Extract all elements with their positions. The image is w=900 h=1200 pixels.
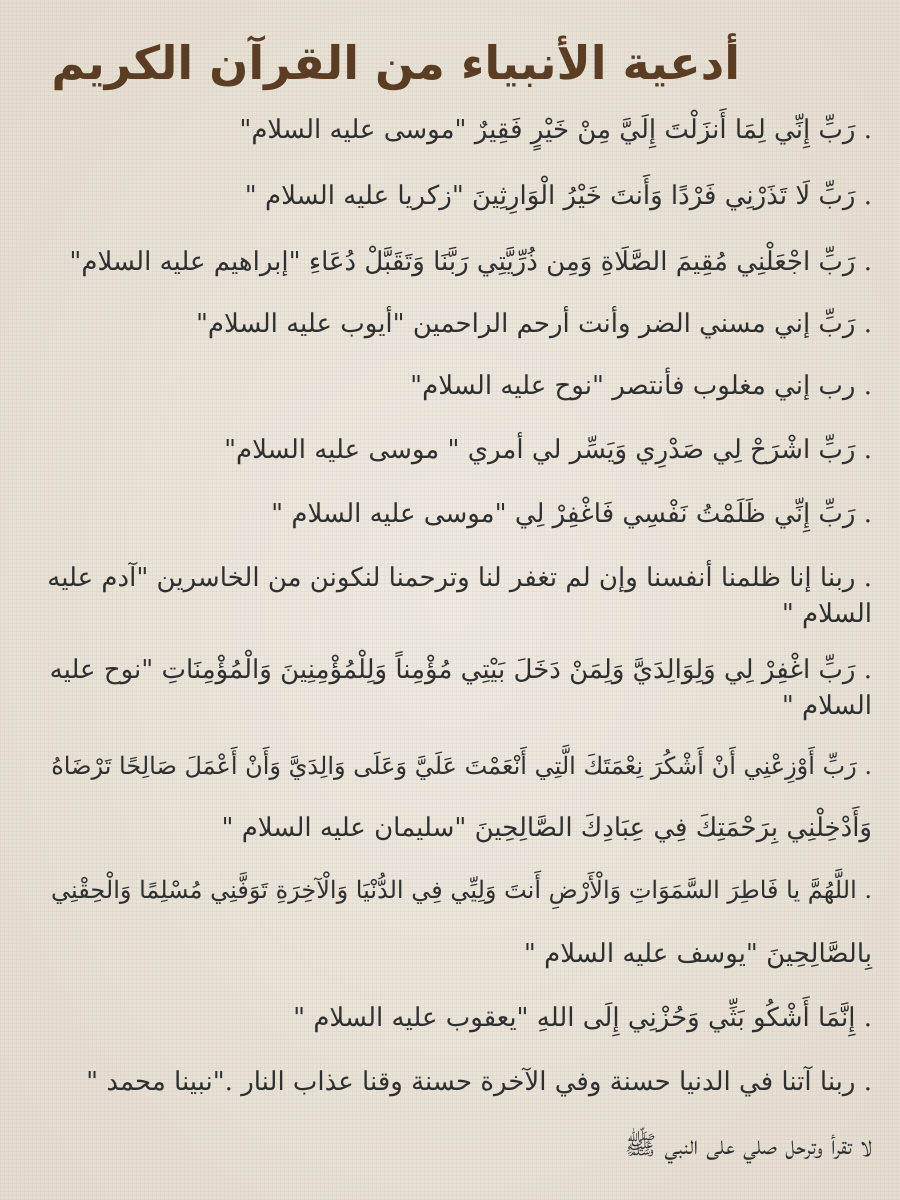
closing-line: لا تقرأ وترحل صلي على النبي ﷺ — [624, 1131, 872, 1161]
dua-line-moses-1: . رَبِّ إِنِّي لِمَا أَنزَلْتَ إِلَيَّ مِنْ خَيْرٍ فَقِيرٌ "موسى عليه السلام" — [239, 115, 872, 145]
dua-line-sulaiman-1: . رَبِّ أَوْزِعْنِي أَنْ أَشْكُرَ نِعْمَتَكَ الَّتِي أَنْعَمْتَ عَلَيَّ وَعَلَى وَالِدَيَّ وَأَنْ أَعْمَلَ صَالِحًا تَرْضَاهُ — [51, 752, 872, 780]
dua-line-yusuf-1: . اللَّهُمَّ يا فَاطِرَ السَّمَوَاتِ وَالْأَرْضِ أَنتَ وَلِيِّي فِي الدُّنْيَا وَالْآخِرَةِ تَوَفَّنِي مُسْلِمًا وَالْحِقْنِي — [51, 876, 872, 904]
dua-line-moses-3: . رَبِّ إِنِّي ظَلَمْتُ نَفْسِي فَاغْفِرْ لِي "موسى عليه السلام " — [271, 499, 872, 529]
dua-line-ibrahim: . رَبِّ اجْعَلْنِي مُقِيمَ الصَّلَاةِ وَمِن ذُرِّيَّتِي رَبَّنَا وَتَقَبَّلْ دُعَاءِ "إبراهيم عليه السلام" — [69, 247, 872, 277]
dua-line-yusuf-2: بِالصَّالِحِينَ "يوسف عليه السلام " — [523, 939, 872, 969]
dua-line-moses-2: . رَبِّ اشْرَحْ لِي صَدْرِي وَيَسِّر لي أمري " موسى عليه السلام" — [224, 435, 872, 465]
dua-line-nuh-1: . رب إني مغلوب فأنتصر "نوح عليه السلام" — [410, 371, 872, 401]
dua-line-nuh-2: . رَبِّ اغْفِرْ لِي وَلِوَالِدَيَّ وَلِمَنْ دَخَلَ بَيْتِي مُؤْمِناً وَلِلْمُؤْمِنِينَ وَالْمُؤْمِنَاتِ "نوح عليه السلام " — [49, 655, 872, 721]
dua-line-muhammad: . ربنا آتنا في الدنيا حسنة وفي الآخرة حسنة وقنا عذاب النار ."نبينا محمد " — [86, 1067, 872, 1097]
dua-line-sulaiman-2: وَأَدْخِلْنِي بِرَحْمَتِكَ فِي عِبَادِكَ الصَّالِحِينَ "سليمان عليه السلام " — [221, 813, 872, 843]
dua-line-ayyub: . رَبِّ إني مسني الضر وأنت أرحم الراحمين "أيوب عليه السلام" — [195, 309, 872, 339]
dua-line-zakariya: . رَبِّ لَا تَذَرْنِي فَرْدًا وَأَنتَ خَيْرُ الْوَارِثِينَ "زكريا عليه السلام " — [244, 181, 872, 211]
dua-line-yaqub: . إِنَّمَا أَشْكُو بَثِّي وَحُزْنِي إِلَى اللهِ "يعقوب عليه السلام " — [293, 1003, 872, 1033]
page-title: أدعية الأنبياء من القرآن الكريم — [51, 36, 740, 90]
dua-line-adam: . ربنا إنا ظلمنا أنفسنا وإن لم تغفر لنا وترحمنا لنكونن من الخاسرين "آدم عليه السلام " — [47, 563, 872, 629]
